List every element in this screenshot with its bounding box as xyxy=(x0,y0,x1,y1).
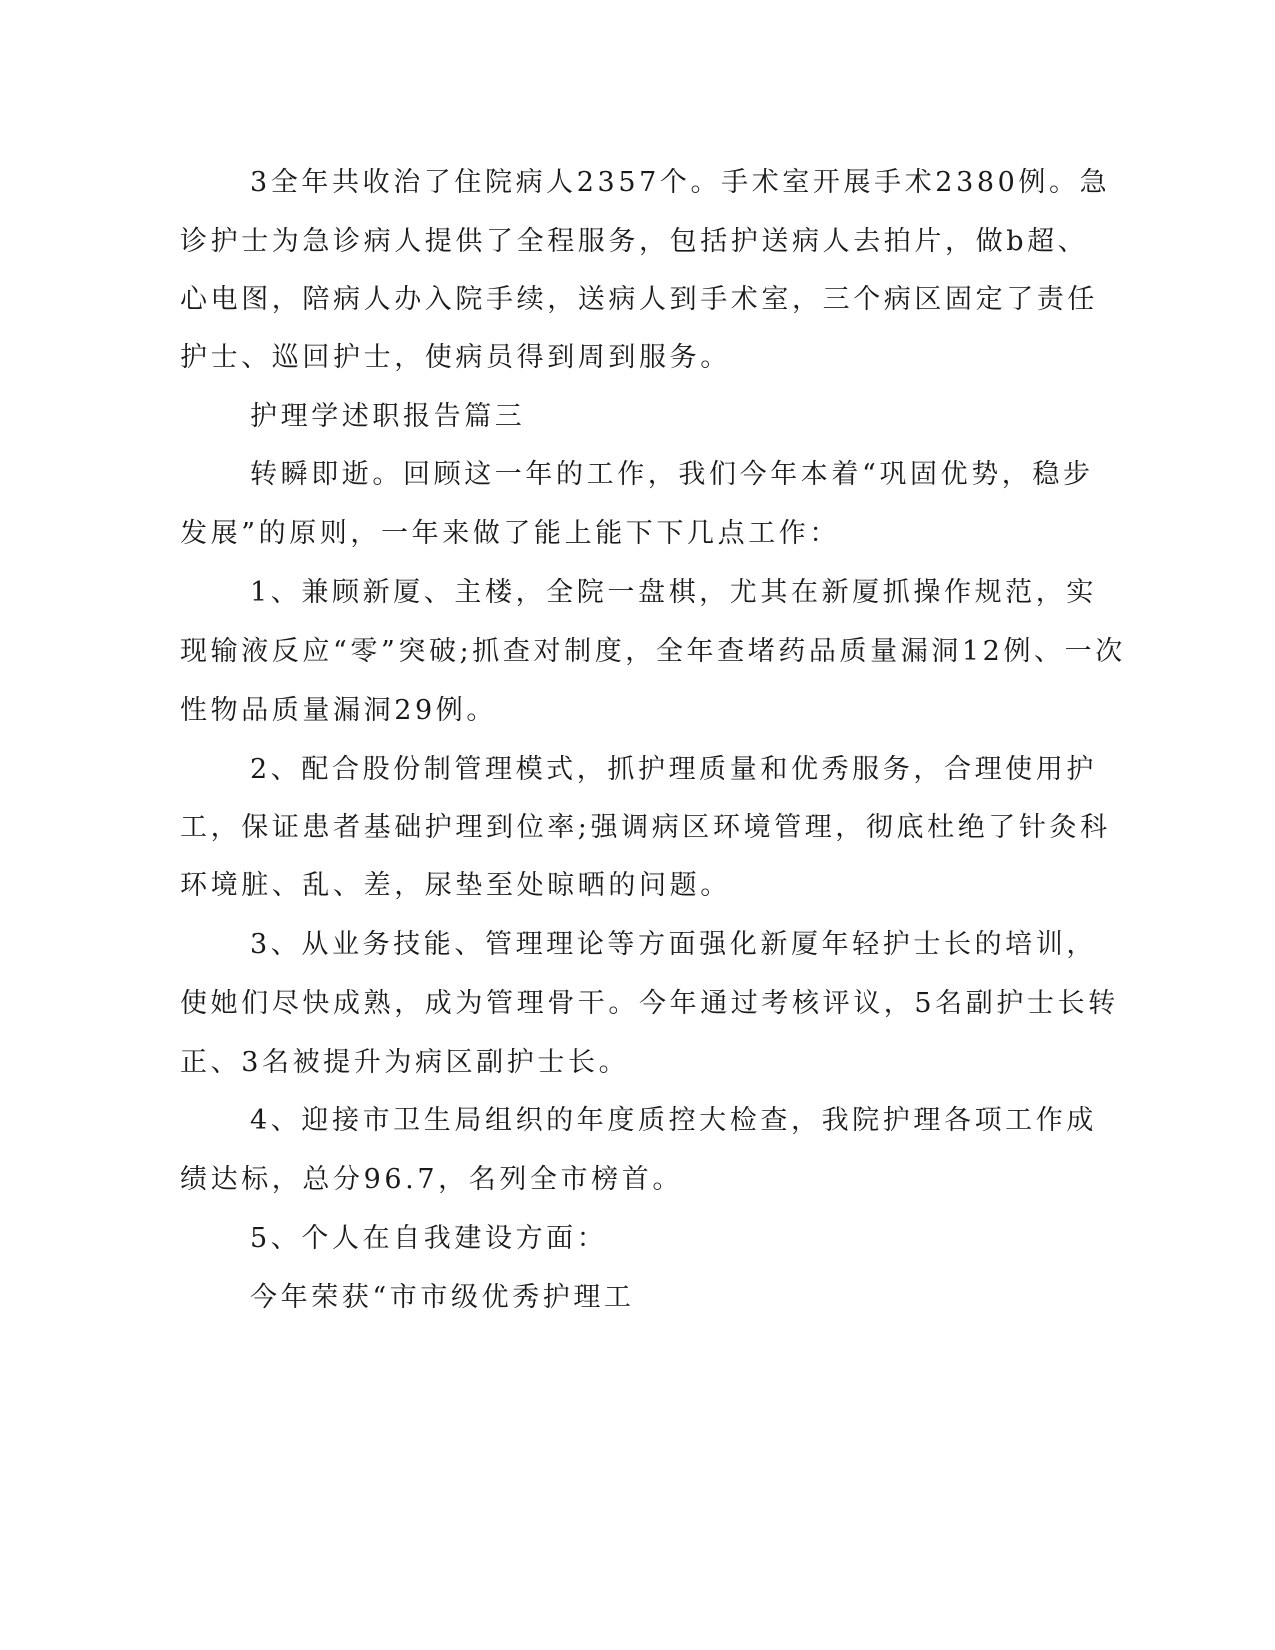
list-item-1-line: 1、兼顾新厦、主楼，全院一盘棋，尤其在新厦抓操作规范，实 xyxy=(250,577,1097,608)
list-item-3-line: 3、从业务技能、管理理论等方面强化新厦年轻护士长的培训， xyxy=(250,929,1097,960)
list-item-1-line: 现输液反应“零”突破;抓查对制度，全年查堵药品质量漏洞12例、一次 xyxy=(180,636,1126,667)
paragraph-line: 心电图，陪病人办入院手续，送病人到手术室，三个病区固定了责任 xyxy=(180,284,1098,315)
list-item-2-line: 工，保证患者基础护理到位率;强调病区环境管理，彻底杜绝了针灸科 xyxy=(180,812,1111,843)
list-item-3-line: 正、3名被提升为病区副护士长。 xyxy=(180,1047,630,1078)
list-item-5-line: 5、个人在自我建设方面： xyxy=(250,1223,608,1254)
list-item-4-line: 4、迎接市卫生局组织的年度质控大检查，我院护理各项工作成 xyxy=(250,1105,1097,1136)
list-item-3-line: 使她们尽快成熟，成为管理骨干。今年通过考核评议，5名副护士长转 xyxy=(180,988,1119,1019)
list-item-2-line: 环境脏、乱、差，尿垫至处晾晒的问题。 xyxy=(180,870,731,901)
paragraph-line: 护士、巡回护士，使病员得到周到服务。 xyxy=(180,342,731,373)
list-item-4-line: 绩达标，总分96.7，名列全市榜首。 xyxy=(180,1164,683,1195)
paragraph-line: 诊护士为急诊病人提供了全程服务，包括护送病人去拍片，做b超、 xyxy=(180,226,1089,257)
paragraph-line: 转瞬即逝。回顾这一年的工作，我们今年本着“巩固优势，稳步 xyxy=(250,459,1094,490)
list-item-1-line: 性物品质量漏洞29例。 xyxy=(180,695,497,726)
list-item-2-line: 2、配合股份制管理模式，抓护理质量和优秀服务，合理使用护 xyxy=(250,754,1097,785)
paragraph-line: 3全年共收治了住院病人2357个。手术室开展手术2380例。急 xyxy=(250,167,1111,198)
section-heading: 护理学述职报告篇三 xyxy=(250,401,526,432)
paragraph-line: 今年荣获“市市级优秀护理工 xyxy=(250,1282,635,1313)
paragraph-line: 发展”的原则，一年来做了能上能下下几点工作： xyxy=(180,518,841,549)
